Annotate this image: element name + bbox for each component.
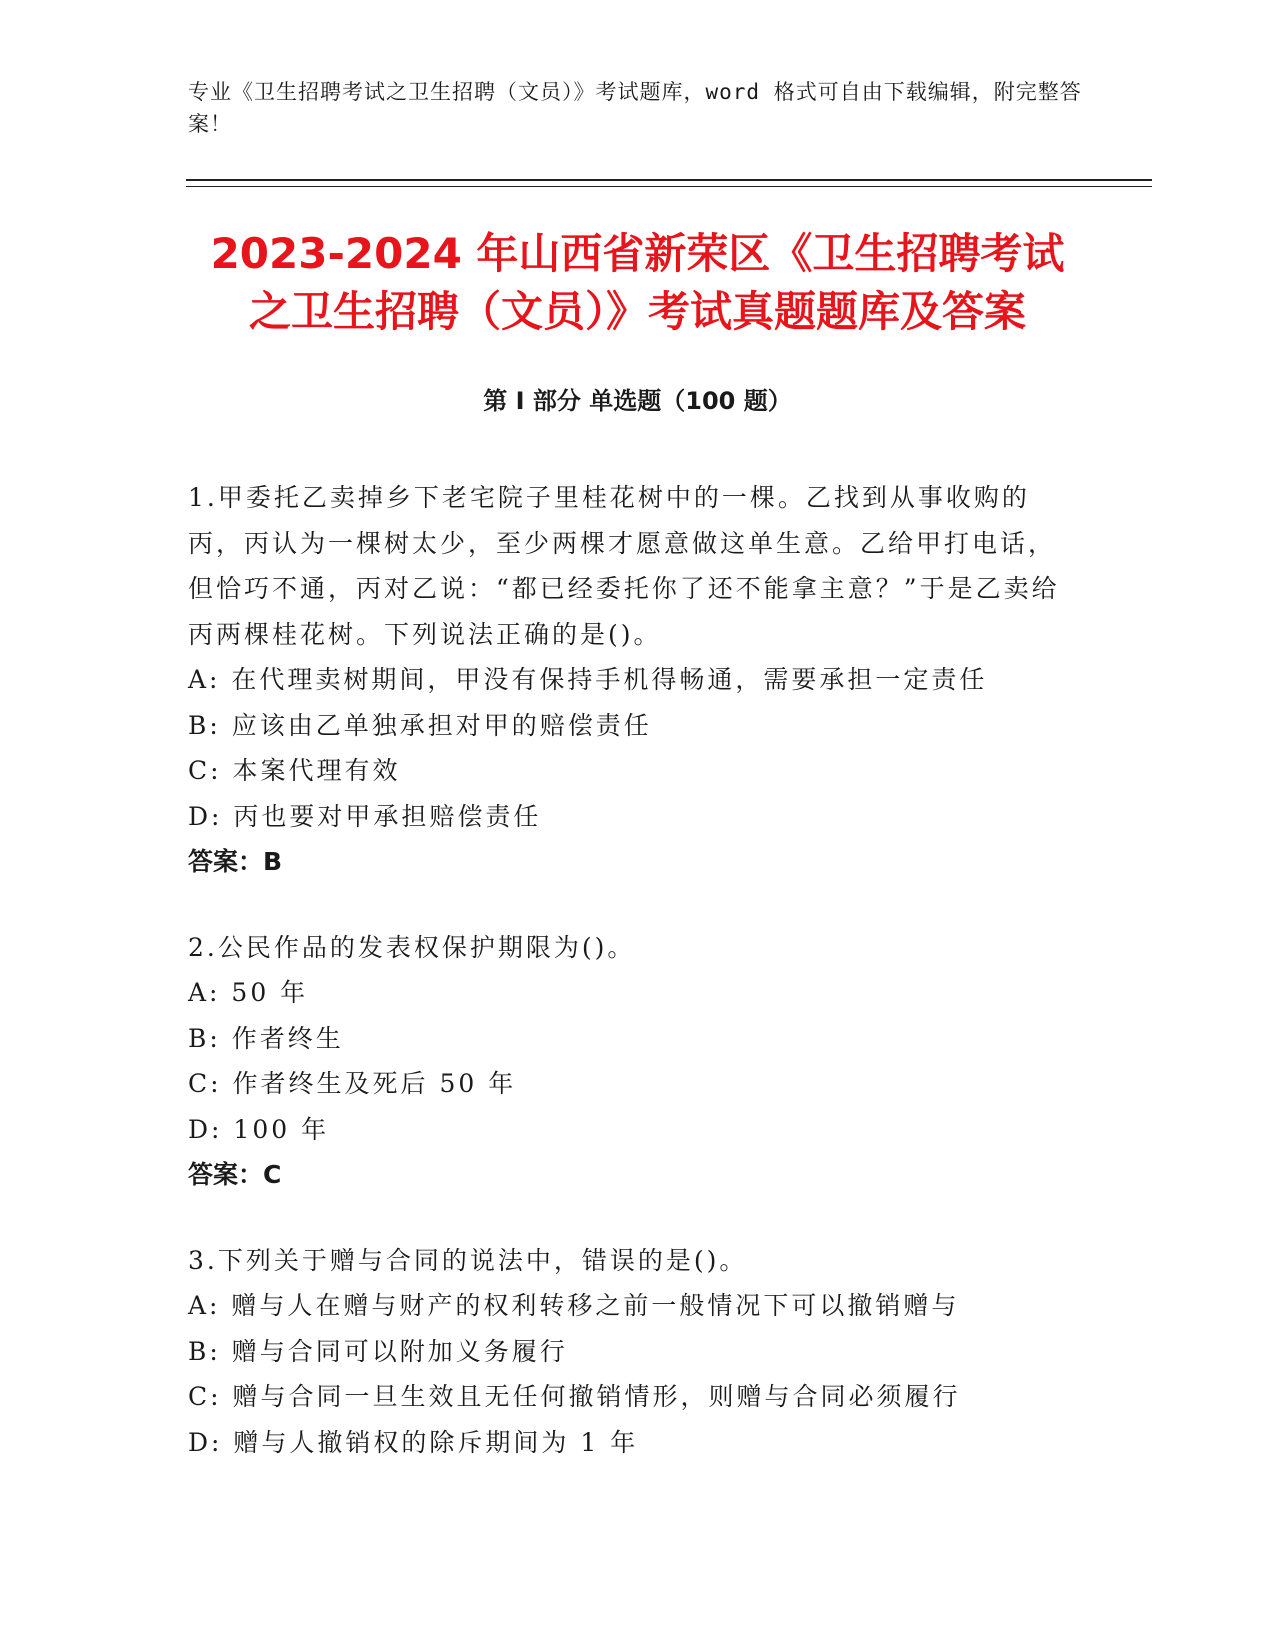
answer-label: 答案：C xyxy=(188,1160,282,1189)
option-b: B: 作者终生 xyxy=(188,1023,344,1053)
document-title-line-2: 之卫生招聘（文员）》考试真题题库及答案 xyxy=(248,287,1026,336)
question-3 xyxy=(188,1238,1068,1466)
document-title-line-1: 2023-2024 年山西省新荣区《卫生招聘考试 xyxy=(210,229,1065,278)
option-b: B: 赠与合同可以附加义务履行 xyxy=(188,1336,568,1366)
document-title xyxy=(150,225,1125,341)
option-d: D: 赠与人撤销权的除斥期间为 1 年 xyxy=(188,1427,639,1457)
section-title: 第 I 部分 单选题（100 题） xyxy=(483,387,792,415)
question-1 xyxy=(188,475,1068,885)
question-stem: 1.甲委托乙卖掉乡下老宅院子里桂花树中的一棵。乙找到从事收购的丙，丙认为一棵树太少，至少两棵才愿意做这单生意。乙给甲打电话，但恰巧不通，丙对乙说：“都已经委托你了还不能拿主意？”于是乙卖给丙两棵桂花树。下列说法正确的是()。 xyxy=(188,483,1060,649)
header-rule-thin xyxy=(186,186,1152,187)
option-d: D: 100 年 xyxy=(188,1114,330,1144)
option-c: C: 赠与合同一旦生效且无任何撤销情形，则赠与合同必须履行 xyxy=(188,1382,961,1411)
answer-label: 答案：B xyxy=(188,847,283,876)
header-note: 专业《卫生招聘考试之卫生招聘（文员）》考试题库，word 格式可自由下载编辑，附完整答案！ xyxy=(188,80,1082,136)
option-a: A: 在代理卖树期间，甲没有保持手机得畅通，需要承担一定责任 xyxy=(188,665,988,694)
option-a: A: 赠与人在赠与财产的权利转移之前一般情况下可以撤销赠与 xyxy=(188,1291,960,1320)
question-list xyxy=(188,475,1068,1505)
option-c: C: 作者终生及死后 50 年 xyxy=(188,1069,517,1098)
question-stem: 3.下列关于赠与合同的说法中，错误的是()。 xyxy=(188,1245,748,1275)
question-stem: 2.公民作品的发表权保护期限为()。 xyxy=(188,932,636,962)
option-c: C: 本案代理有效 xyxy=(188,756,401,785)
header-rule-thick xyxy=(186,179,1152,181)
option-a: A: 50 年 xyxy=(188,978,309,1007)
question-2 xyxy=(188,925,1068,1198)
option-d: D: 丙也要对甲承担赔偿责任 xyxy=(188,801,542,831)
option-b: B: 应该由乙单独承担对甲的赔偿责任 xyxy=(188,710,652,740)
